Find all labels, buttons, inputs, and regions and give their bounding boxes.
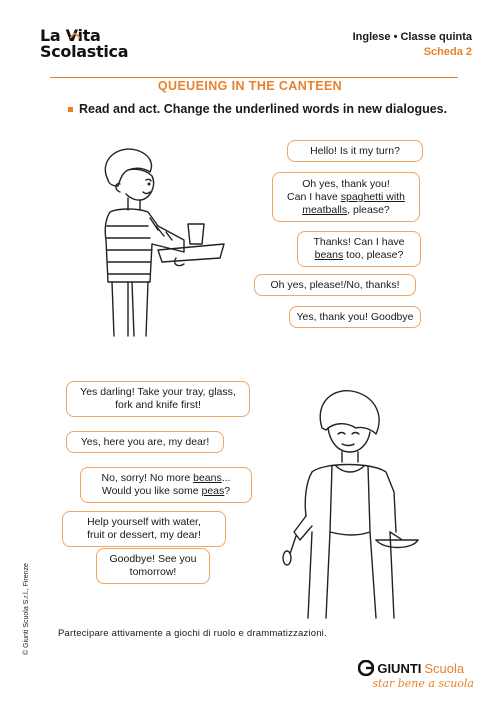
brand-slogan: star bene a scuola <box>372 677 474 690</box>
lady-bubble-1 <box>66 381 250 417</box>
lady-bubble-3 <box>80 467 252 503</box>
giunti-logo-icon <box>358 660 374 676</box>
underlined-word: beans <box>314 249 344 261</box>
child-bubble-1-text: Hello! Is it my turn? <box>310 145 400 157</box>
instruction <box>68 102 447 116</box>
brand-scuola: Scuola <box>424 660 465 676</box>
header-info <box>353 30 472 60</box>
underlined-word: spaghetti with <box>340 191 405 203</box>
lady-bubble-2-text: Yes, here you are, my dear! <box>80 436 210 448</box>
child-with-tray-illustration <box>88 140 228 340</box>
subject-label: Inglese • Classe quinta <box>352 31 472 43</box>
learning-objective: Partecipare attivamente a giochi di ruolo e drammatizzazioni. <box>58 628 327 639</box>
lady-bubble-5 <box>96 548 210 584</box>
lady-bubble-1-line2: fork and knife first! <box>115 399 201 411</box>
lady-bubble-1-line1: Yes darling! Take your tray, glass, <box>80 386 236 398</box>
underlined-word: meatballs <box>302 204 348 216</box>
child-bubble-5-text: Yes, thank you! Goodbye <box>296 311 414 323</box>
lady-with-spoon-illustration <box>272 382 422 622</box>
lady-bubble-4-line1: Help yourself with water, <box>87 516 201 528</box>
lady-bubble-4-line2: fruit or dessert, my dear! <box>87 529 201 541</box>
child-bubble-3-line1: Thanks! Can I have <box>313 236 405 248</box>
lady-bubble-5-line2: tomorrow! <box>129 566 177 578</box>
child-bubble-2-text: , please? <box>347 204 390 216</box>
copyright-note: © Giunti Scuola S.r.l., Firenze <box>23 563 30 655</box>
child-bubble-5 <box>289 306 421 328</box>
lady-bubble-2 <box>66 431 224 453</box>
logo-accent-icon <box>70 33 80 39</box>
child-bubble-3 <box>297 231 421 267</box>
bullet-icon <box>68 107 73 112</box>
lady-bubble-3-text: ... <box>221 472 231 484</box>
child-bubble-2-line1: Oh yes, thank you! <box>302 178 390 190</box>
publisher-brand <box>358 660 474 690</box>
sheet-label: Scheda 2 <box>423 46 472 58</box>
logo-line-2: Scolastica <box>40 42 129 61</box>
child-bubble-2 <box>272 172 420 222</box>
underlined-word: peas <box>201 485 225 497</box>
child-bubble-3-text: too, please? <box>343 249 404 261</box>
lady-bubble-3-text: ? <box>224 485 231 497</box>
child-bubble-1 <box>287 140 423 162</box>
child-bubble-4 <box>254 274 416 296</box>
lady-bubble-3-text: No, sorry! No more <box>101 472 194 484</box>
title-divider <box>50 77 458 78</box>
instruction-text: Read and act. Change the underlined words in new dialogues. <box>79 102 448 116</box>
child-bubble-2-text: Can I have <box>287 191 341 203</box>
magazine-logo <box>40 28 128 60</box>
brand-giunti: GIUNTI <box>377 660 422 676</box>
child-bubble-4-text: Oh yes, please!/No, thanks! <box>270 279 400 291</box>
page-title: QUEUEING IN THE CANTEEN <box>157 79 343 93</box>
logo-line-1: La Vita <box>40 26 101 45</box>
lady-bubble-5-line1: Goodbye! See you <box>109 553 197 565</box>
lady-bubble-4 <box>62 511 226 547</box>
underlined-word: beans <box>193 472 222 484</box>
lady-bubble-3-text: Would you like some <box>101 485 202 497</box>
